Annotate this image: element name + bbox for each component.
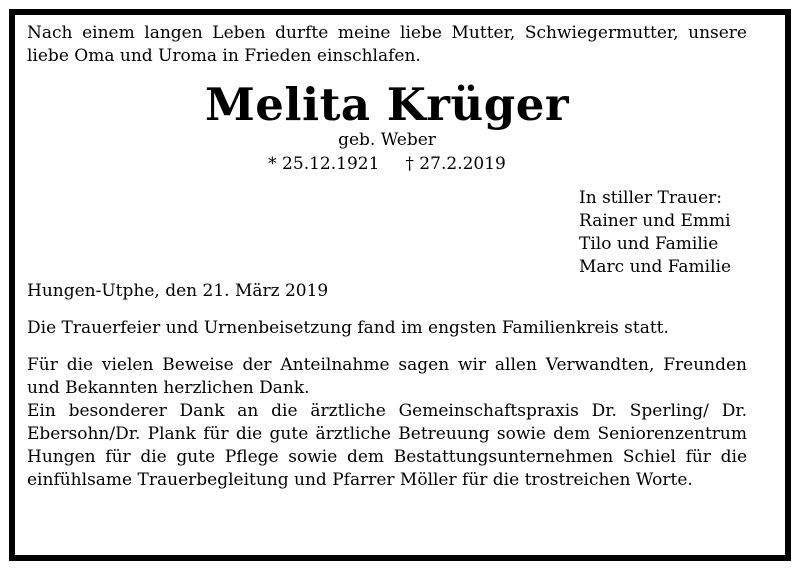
birth-date: * 25.12.1921 [268,154,380,174]
mourner-name: Rainer und Emmi [579,211,731,231]
funeral-note: Die Trauerfeier und Urnenbeisetzung fand im engsten Familienkreis statt. [27,318,669,338]
mourners-block [579,187,747,279]
deceased-block [27,80,747,175]
mourner-name: Marc und Familie [579,257,732,277]
intro-text: Nach einem langen Leben durfte meine liebe Mutter, Schwiegermutter, unsere liebe Oma und Uroma in Frieden einschlafen. [27,23,747,66]
mourners-heading: In stiller Trauer: [579,188,722,208]
life-dates [27,153,747,175]
death-date: † 27.2.2019 [405,154,506,174]
mourner-name: Tilo und Familie [579,234,719,254]
maiden-name: geb. Weber [338,130,436,150]
thanks-special: Ein besonderer Dank an die ärztliche Gemeinschaftspraxis Dr. Sperling/ Dr. Ebersohn/Dr. Plank für die gute ärztliche Betreuung sowie dem Seniorenzentrum Hungen für die gute Pflege sowie dem Bestattungsunternehmen Schiel für die einfühlsame Trauerbegleitung und Pfarrer Möller für die trostreichen Worte. [27,401,747,490]
place-date: Hungen-Utphe, den 21. März 2019 [27,281,329,301]
deceased-name: Melita Krüger [204,78,570,131]
thanks-general: Für die vielen Beweise der Anteilnahme sagen wir allen Verwandten, Freunden und Bekannten herzlichen Dank. [27,355,747,398]
obituary-content [27,22,747,492]
